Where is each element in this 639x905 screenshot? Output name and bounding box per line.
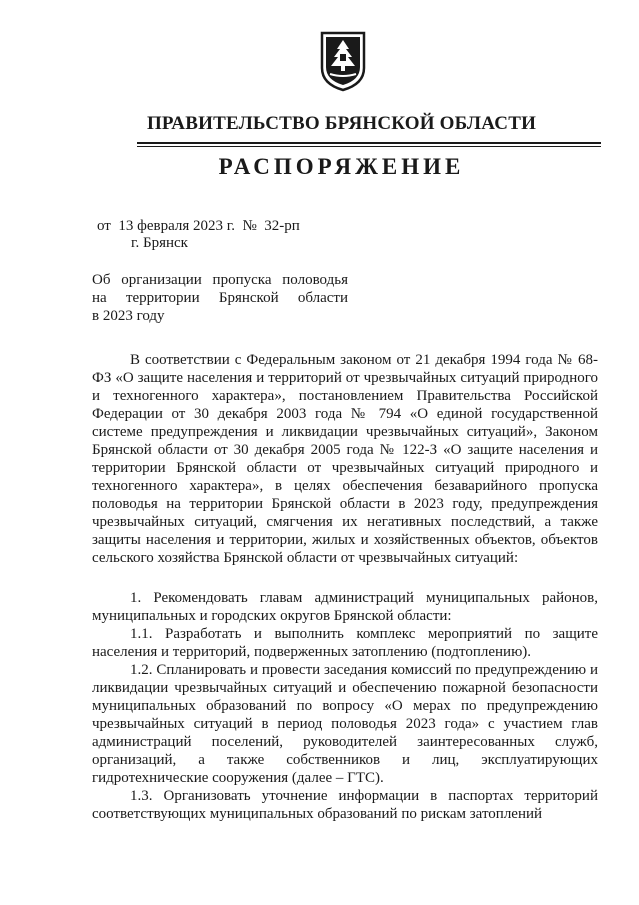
header-rule-thin — [137, 146, 601, 147]
order-item-1-3: 1.3. Организовать уточнение информации в паспортах территорий соответствующих муниципальных образований по рискам затоплений — [92, 788, 598, 822]
coat-of-arms-icon — [319, 30, 367, 92]
document-type-title: РАСПОРЯЖЕНИЕ — [218, 154, 465, 179]
preamble-text: В соответствии с Федеральным законом от 21 декабря 1994 года № 68-ФЗ «О защите населения и территорий от чрезвычайных ситуаций природного и техногенного характера», постановлением Правительства Российской Федерации от 30 декабря 2003 года № 794 «О единой государственной системе предупреждения и ликвидации чрезвычайных ситуаций», Законом Брянской области от 30 декабря 2005 года № 122-З «О защите населения и территории Брянской области от чрезвычайных ситуаций природного и техногенного характера», в целях обеспечения безаварийного пропуска половодья на территории Брянской области в 2023 году, предупреждения чрезвычайных ситуаций, смягчения их негативных последствий, а также защиты населения и территории, жилых и хозяйственных объектов, объектов сельского хозяйства Брянской области от чрезвычайных ситуаций: — [92, 352, 598, 566]
preamble-paragraph — [92, 351, 598, 567]
organization-title: ПРАВИТЕЛЬСТВО БРЯНСКОЙ ОБЛАСТИ — [146, 113, 537, 134]
order-items — [92, 589, 598, 823]
subject-line: Об организации пропуска половодья — [92, 272, 348, 288]
subject-line: на территории Брянской области — [92, 290, 348, 306]
order-item-1: 1. Рекомендовать главам администраций муниципальных районов, муниципальных и городских округов Брянской области: — [92, 590, 598, 624]
subject-line: в 2023 году — [92, 308, 165, 324]
header-rule-thick — [137, 142, 601, 144]
document-subject — [92, 271, 348, 325]
document-city: г. Брянск — [131, 235, 188, 251]
order-item-1-1: 1.1. Разработать и выполнить комплекс мероприятий по защите населения и территорий, подверженных затоплению (подтоплению). — [92, 626, 598, 660]
order-item-1-2: 1.2. Спланировать и провести заседания комиссий по предупреждению и ликвидации чрезвычайных ситуаций и обеспечению пожарной безопасности муниципальных образований по вопросу «О мерах по предупреждению чрезвычайных ситуаций в период половодья 2023 года» с участием глав администраций поселений, руководителей заинтересованных служб, организаций, а также собственников и лиц, эксплуатирующих гидротехнические сооружения (далее – ГТС). — [92, 662, 598, 786]
document-date-number: от 13 февраля 2023 г. № 32-рп — [97, 218, 300, 234]
